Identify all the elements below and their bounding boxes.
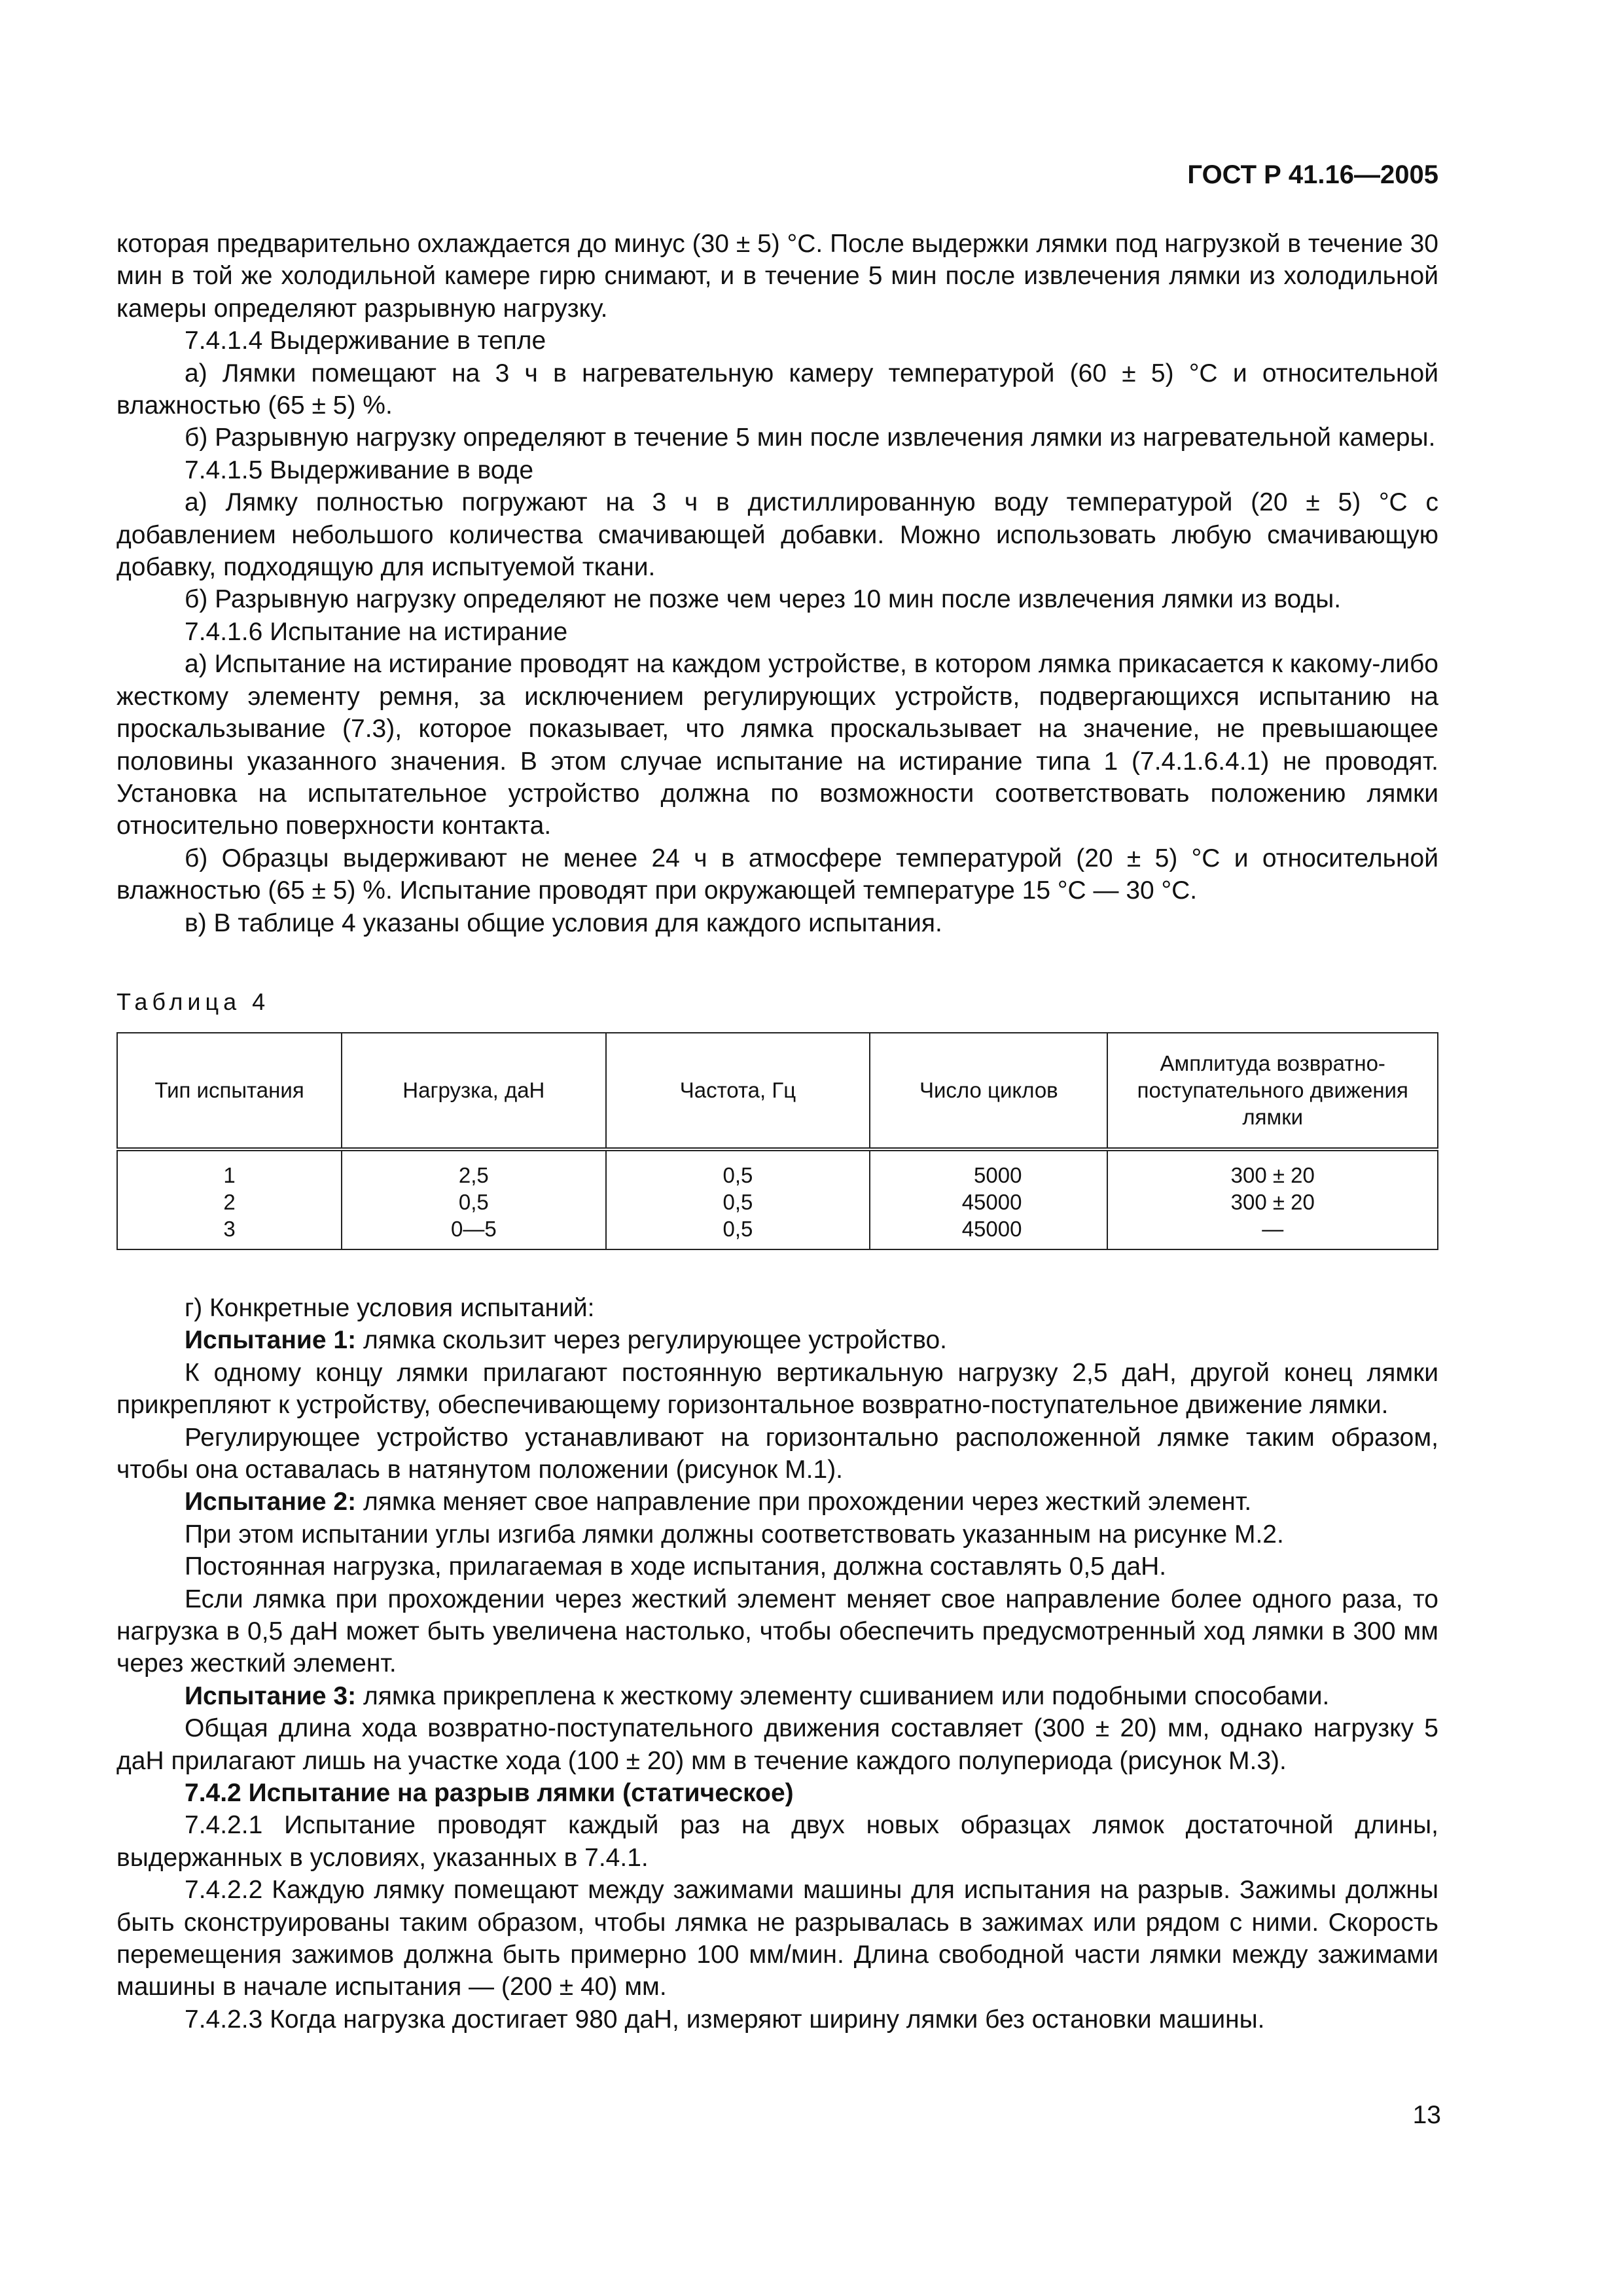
- paragraph: а) Лямку полностью погружают на 3 ч в дистиллированную воду температурой (20 ± 5) °С с добавлением небольшого количества смачивающей добавки. Можно использовать любую смачивающую добавку, подходящую для испытуемой ткани.: [116, 488, 1438, 582]
- paragraph: б) Образцы выдерживают не менее 24 ч в атмосфере температурой (20 ± 5) °С и относительной влажностью (65 ± 5) %. Испытание проводят при окружающей температуре 15 °С — 30 °С.: [116, 844, 1438, 905]
- paragraph: При этом испытании углы изгиба лямки должны соответствовать указанным на рисунке М.2.: [185, 1520, 1284, 1549]
- paragraph: в) В таблице 4 указаны общие условия для каждого испытания.: [185, 908, 942, 937]
- table-cell: 45000: [870, 1215, 1107, 1249]
- table-cell: 300 ± 20: [1107, 1149, 1438, 1189]
- table-row: [117, 1189, 1438, 1215]
- table-cell: 2: [117, 1189, 342, 1215]
- table-header-cell: Число циклов: [870, 1033, 1107, 1149]
- paragraph: б) Разрывную нагрузку определяют в течение 5 мин после извлечения лямки из нагревательной камеры.: [185, 423, 1436, 452]
- paragraph: а) Испытание на истирание проводят на каждом устройстве, в котором лямка прикасается к какому-либо жесткому элементу ремня, за исключением регулирующих устройств, подвергающихся испытанию на проскальзывание (7.3), которое показывает, что лямка проскальзывает на значение, не превышающее половины указанного значения. В этом случае испытание на истирание типа 1 (7.4.1.6.4.1) не проводят. Установка на испытательное устройство должна по возможности соответствовать положению лямки относительно поверхности контакта.: [116, 650, 1438, 840]
- subsection-heading: 7.4.1.5 Выдерживание в воде: [185, 456, 534, 484]
- table-caption: Таблица 4: [116, 988, 270, 1015]
- test-label: Испытание 1:: [185, 1326, 357, 1355]
- table-cell: 2,5: [342, 1149, 606, 1189]
- table-header-row: [117, 1033, 1438, 1149]
- table-cell: 300 ± 20: [1107, 1189, 1438, 1215]
- table-row: [117, 1215, 1438, 1249]
- test-label: Испытание 3:: [185, 1681, 357, 1710]
- subsection-heading: 7.4.1.4 Выдерживание в тепле: [185, 327, 546, 355]
- table-cell: 0,5: [606, 1215, 870, 1249]
- paragraph: 7.4.2.1 Испытание проводят каждый раз на двух новых образцах лямок достаточной длины, выдержанных в условиях, указанных в 7.4.1.: [116, 1811, 1438, 1872]
- table-cell: 1: [117, 1149, 342, 1189]
- table-header-cell: Тип испытания: [117, 1033, 342, 1149]
- table-cell: 0,5: [606, 1149, 870, 1189]
- table-header-cell: Нагрузка, даН: [342, 1033, 606, 1149]
- test-description: лямка скользит через регулирующее устройство.: [356, 1326, 948, 1355]
- test-1-paragraph: [116, 1324, 1438, 1356]
- paragraph: Регулирующее устройство устанавливают на горизонтально расположенной лямке таким образом, чтобы она оставалась в натянутом положении (рисунок М.1).: [116, 1423, 1438, 1484]
- test-2-paragraph: [116, 1486, 1438, 1518]
- table-4: [116, 1032, 1438, 1250]
- table-cell: 0,5: [606, 1189, 870, 1215]
- table-header-cell: Амплитуда возвратно-поступательного движения лямки: [1107, 1033, 1438, 1149]
- table-cell: —: [1107, 1215, 1438, 1249]
- table-cell: 3: [117, 1215, 342, 1249]
- section-heading: 7.4.2 Испытание на разрыв лямки (статическое): [185, 1779, 794, 1808]
- paragraph: К одному концу лямки прилагают постоянную вертикальную нагрузку 2,5 даН, другой конец лямки прикрепляют к устройству, обеспечивающему горизонтальное возвратно-поступательное движение лямки.: [116, 1358, 1438, 1420]
- table-row: [117, 1149, 1438, 1189]
- table-header-cell: Частота, Гц: [606, 1033, 870, 1149]
- test-3-paragraph: [116, 1680, 1438, 1712]
- table-cell: 45000: [870, 1189, 1107, 1215]
- paragraph: а) Лямки помещают на 3 ч в нагревательную камеру температурой (60 ± 5) °С и относительной влажностью (65 ± 5) %.: [116, 359, 1438, 420]
- table-cell: 5000: [870, 1149, 1107, 1189]
- table-cell: 0,5: [342, 1189, 606, 1215]
- subsection-heading: 7.4.1.6 Испытание на истирание: [185, 617, 568, 646]
- paragraph: б) Разрывную нагрузку определяют не позже чем через 10 мин после извлечения лямки из воды.: [185, 585, 1342, 614]
- paragraph: Общая длина хода возвратно-поступательного движения составляет (300 ± 20) мм, однако нагрузку 5 даН прилагают лишь на участке хода (100 ± 20) мм в течение каждого полупериода (рисунок М.3).: [116, 1714, 1438, 1775]
- page-number: 13: [1412, 2101, 1441, 2129]
- paragraph: которая предварительно охлаждается до минус (30 ± 5) °С. После выдержки лямки под нагрузкой в течение 30 мин в той же холодильной камере гирю снимают, и в течение 5 мин после извлечения лямки из холодильной камеры определяют разрывную нагрузку.: [116, 230, 1438, 323]
- paragraph: 7.4.2.3 Когда нагрузка достигает 980 даН, измеряют ширину лямки без остановки машины.: [185, 2005, 1265, 2034]
- test-description: лямка прикреплена к жесткому элементу сшиванием или подобными способами.: [356, 1681, 1330, 1710]
- paragraph: Если лямка при прохождении через жесткий элемент меняет свое направление более одного раза, то нагрузка в 0,5 даН может быть увеличена настолько, чтобы обеспечить предусмотренный ход лямки в 300 мм через жесткий элемент.: [116, 1585, 1438, 1678]
- page-content: [116, 228, 1438, 2036]
- test-description: лямка меняет свое направление при прохождении через жесткий элемент.: [356, 1488, 1252, 1516]
- table-cell: 0—5: [342, 1215, 606, 1249]
- document-header: ГОСТ Р 41.16—2005: [1187, 160, 1438, 189]
- paragraph: 7.4.2.2 Каждую лямку помещают между зажимами машины для испытания на разрыв. Зажимы должны быть сконструированы таким образом, чтобы лямка не разрывалась в зажимах или рядом с ними. Скорость перемещения зажимов должна быть примерно 100 мм/мин. Длина свободной части лямки между зажимами машины в начале испытания — (200 ± 40) мм.: [116, 1876, 1438, 2001]
- test-label: Испытание 2:: [185, 1488, 357, 1516]
- paragraph: Постоянная нагрузка, прилагаемая в ходе испытания, должна составлять 0,5 даН.: [185, 1552, 1167, 1581]
- paragraph: г) Конкретные условия испытаний:: [185, 1293, 595, 1322]
